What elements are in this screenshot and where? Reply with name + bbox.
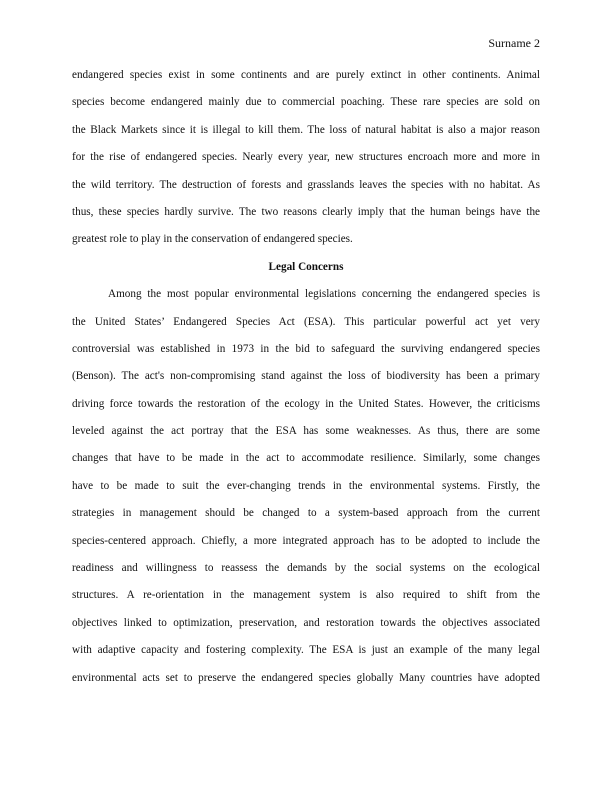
paragraph-line: environmental acts set to preserve the endangered species globally Many countries have adopted <box>72 671 540 684</box>
paragraph-line: species-centered approach. Chiefly, a more integrated approach has to be adopted to include the <box>72 534 540 547</box>
paragraph-line: driving force towards the restoration of the ecology in the United States. However, the criticisms <box>72 397 540 410</box>
paragraph-line: leveled against the act portray that the ESA has some weaknesses. As thus, there are some <box>72 425 540 438</box>
section-heading: Legal Concerns <box>268 260 344 273</box>
paragraph-line: Among the most popular environmental legislations concerning the endangered species is <box>108 288 540 301</box>
paragraph-line: for the rise of endangered species. Nearly every year, new structures encroach more and more in <box>72 151 540 164</box>
paragraph-line: structures. A re-orientation in the management system is also required to shift from the <box>72 589 540 602</box>
paragraph-line: have to be made to suit the ever-changing trends in the environmental systems. Firstly, the <box>72 479 540 492</box>
paragraph-line: readiness and willingness to reassess the demands by the social systems on the ecological <box>72 562 540 575</box>
running-head: Surname 2 <box>488 36 540 50</box>
paragraph-line: the wild territory. The destruction of forests and grasslands leaves the species with no habitat. As <box>72 178 540 191</box>
paragraph-1 <box>72 62 540 254</box>
paragraph-line: the United States’ Endangered Species Act (ESA). This particular powerful act yet very <box>72 315 540 328</box>
paragraph-line: changes that have to be made in the act to accommodate resilience. Similarly, some changes <box>72 452 540 465</box>
paragraph-line: endangered species exist in some continents and are purely extinct in other continents. Animal <box>72 69 540 81</box>
paragraph-line: species become endangered mainly due to commercial poaching. These rare species are sold on <box>72 96 540 109</box>
paragraph-line: strategies in management should be changed to a system-based approach from the current <box>72 507 540 520</box>
paragraph-line: greatest role to play in the conservation of endangered species. <box>72 233 353 246</box>
body-text <box>72 62 540 692</box>
paragraph-line: controversial was established in 1973 in the bid to safeguard the surviving endangered species <box>72 342 540 355</box>
paragraph-line: (Benson). The act's non-compromising stand against the loss of biodiversity has been a primary <box>72 370 540 383</box>
paragraph-line: the Black Markets since it is illegal to kill them. The loss of natural habitat is also a major reason <box>72 123 540 136</box>
paragraph-line: objectives linked to optimization, preservation, and restoration towards the objectives associated <box>72 616 540 629</box>
paragraph-line: thus, these species hardly survive. The two reasons clearly imply that the human beings have the <box>72 205 540 218</box>
paragraph-line: with adaptive capacity and fostering complexity. The ESA is just an example of the many legal <box>72 644 540 657</box>
paragraph-2 <box>72 281 540 692</box>
